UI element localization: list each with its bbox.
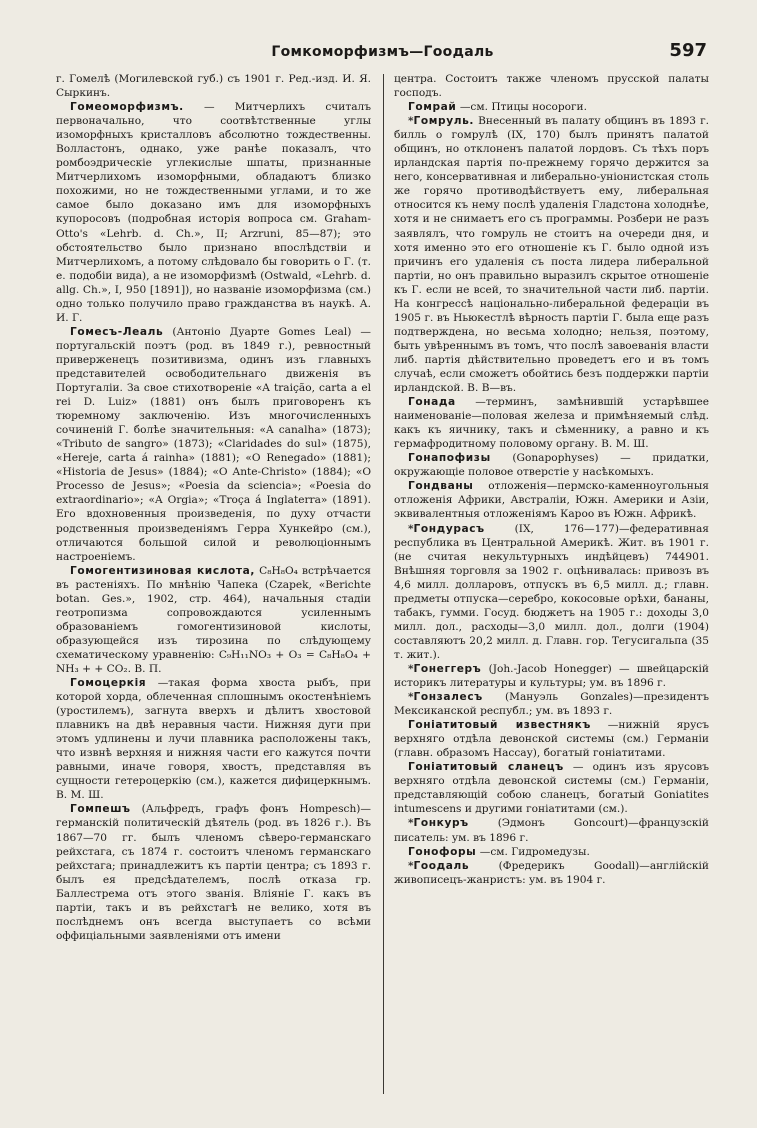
- article-entry: [56, 72, 371, 100]
- page-number: 597: [669, 40, 707, 61]
- entry-text: —см. Птицы носороги.: [459, 101, 587, 114]
- entry-text: (Gonapophyses) — придатки, окружающіе половое отверстіе у насѣкомыхъ.: [393, 452, 709, 479]
- article-entry: [394, 718, 709, 760]
- entry-headword: Гомруль.: [413, 115, 474, 128]
- entry-text: (Joh.-Jacob Honegger) — швейцарскій историкъ литературы и культуры; ум. въ 1896 г.: [393, 662, 709, 690]
- entry-text: —см. Гидромедузы.: [479, 845, 590, 858]
- new-entry-star: *: [407, 115, 414, 128]
- entry-text: (Антоніо Дуарте Gomes Leal) — португальскій поэтъ (род. въ 1849 г.), ревностный приверженецъ позитивизма, одинъ изъ главныхъ представителей освободительнаго движенія въ Португаліи. За свое стихотвореніе «A traição, carta a el rei D. Luiz» (1881) онъ былъ приговоренъ къ тюремному заключенію. Изъ многочисленныхъ сочиненій Г. болѣе значительныя: «A canalha» (1873); «Tributo de sangro» (1873); «Claridades do sul» (1875), «Hereje, carta á rainha» (1881); «O Renegado» (1881); «Historia de Jesus» (1884); «O Ante-Christo» (1884); «O Processo de Jesus»; «Poesia da sciencia»; «Poesia do extraordinario»; «A Orgia»; «Troça á Inglaterra» (1891). Его вдохновенныя произведенія, по духу отчасти родственныя произведеніямъ Герра Хункейро (см.), отличаются большой силой и революціоннымъ настроеніемъ.: [56, 325, 371, 563]
- article-entry: [56, 325, 371, 564]
- entry-text: (Эдмонъ Goncourt)—французскій писатель: ум. въ 1896 г.: [393, 817, 709, 844]
- entry-headword: Гонзалесъ: [413, 691, 483, 704]
- entry-headword: Гомесъ-Леаль: [70, 325, 164, 338]
- entry-headword: Гондваны: [407, 480, 474, 493]
- entry-headword: Гондурасъ: [413, 522, 485, 535]
- entry-text: центра. Состоитъ также членомъ прусской палаты господъ.: [393, 73, 709, 100]
- left-column: [56, 72, 371, 1094]
- entry-headword: Гонкуръ: [413, 817, 469, 830]
- entry-text: C₈H₈O₄ встрѣчается въ растеніяхъ. По мнѣнію Чапека (Czapek, «Berichte botan. Ges.», 1902, стр. 464), начальныя стадіи геотропизма сопровождаются усиленнымъ образованіемъ гомогентизиновой кислоты, образующейся изъ тирозина по слѣдующему схематическому уравненію: C₉H₁₁NO₃ + O₃ = C₈H₈O₄ + NH₃ + + CO₂. В. П.: [56, 564, 371, 675]
- entry-headword: Гомогентизиновая кислота,: [70, 564, 256, 577]
- entry-headword: Гомрай: [407, 101, 457, 114]
- running-head: Гомкоморфизмъ—Гоодаль: [271, 44, 494, 60]
- article-entry: [394, 859, 709, 887]
- article-entry: [394, 395, 709, 451]
- article-entry: [394, 522, 709, 662]
- article-entry: [394, 760, 709, 816]
- column-divider: [383, 74, 384, 1094]
- new-entry-star: *: [407, 817, 414, 830]
- entry-text: —такая форма хвоста рыбъ, при которой хорда, облеченная сплошнымъ окостенѣніемъ (уростилемъ), загнута вверхъ и дѣлитъ хвостовой плавникъ на двѣ неравныя части. Нижняя дуги при этомъ удлинены и лучи плавника расположены такъ, что извнѣ верхняя и нижняя части его кажутся почти равными, иначе говоря, хвостъ, представляя въ сущности гетероцеркію (см.), кажется дифицеркнымъ. В. М. Ш.: [56, 677, 371, 802]
- article-entry: [394, 100, 709, 114]
- entry-headword: Гоніатитовый сланецъ: [407, 761, 564, 774]
- new-entry-star: *: [407, 662, 414, 675]
- entry-text: —нижній ярусъ верхняго отдѣла девонской системы (см.) Германіи (главн. образомъ Нассау), богатый гоніатитами.: [393, 719, 709, 760]
- article-entry: [394, 451, 709, 479]
- entry-headword: Гоніатитовый известнякъ: [407, 719, 591, 732]
- article-entry: [56, 100, 371, 325]
- entry-text: — Митчерлихъ считалъ первоначально, что соотвѣтственные углы изоморфныхъ кристалловъ абсолютно тождественны. Волластонъ, однако, уже ранѣе показалъ, что ромбоэдрическіе углекислые шпаты, признанные Митчерлихомъ изоморфными, обладаютъ близко похожими, но не тождественными углами, и то же самое было доказано имъ для изоморфныхъ купоросовъ (подробная исторія вопроса см. Graham-Otto's «Lehrb. d. Ch.», II; Arzruni, 85—87); это обстоятельство было признано впослѣдствіи и Митчерлихомъ, а потому слѣдовало бы говорить о Г. (т. е. подобіи вида), а не изоморфизмѣ (Ostwald, «Lehrb. d. allg. Ch.», I, 950 [1891]), но названіе изоморфизма (см.) одно только получило право гражданства въ наукѣ. А. И. Г.: [56, 101, 371, 324]
- entry-text: (Мануэль Gonzales)—президентъ Мексиканской республ.; ум. въ 1893 г.: [393, 691, 709, 718]
- entry-text: — одинъ изъ ярусовъ верхняго отдѣла девонской системы (см.) Германіи, представляющій собою сланецъ, богатый Goniatites intumescens и другими гоніатитами (см.).: [393, 761, 709, 816]
- article-entry: [394, 690, 709, 718]
- entry-headword: Гомпешъ: [70, 803, 131, 816]
- article-entry: [394, 662, 709, 690]
- new-entry-star: *: [407, 522, 414, 535]
- right-column: [394, 72, 709, 1094]
- two-column-body: [56, 72, 709, 1094]
- article-entry: [394, 479, 709, 521]
- entry-headword: Гонеггеръ: [413, 662, 482, 675]
- article-entry: [56, 802, 371, 942]
- page-header: [56, 36, 709, 66]
- entry-text: г. Гомелѣ (Могилевской губ.) съ 1901 г. Ред.-изд. И. Я. Сыркинъ.: [56, 73, 371, 100]
- entry-headword: Гонапофизы: [407, 452, 491, 465]
- entry-text: (Фредерикъ Goodall)—англійскій живописецъ-жанристъ: ум. въ 1904 г.: [393, 859, 709, 886]
- entry-headword: Гонада: [407, 396, 456, 409]
- entry-headword: Гомеоморфизмъ.: [70, 101, 184, 114]
- article-entry: [394, 72, 709, 100]
- entry-headword: Гонофоры: [407, 845, 477, 858]
- article-entry: [56, 676, 371, 802]
- entry-text: отложенія—пермско-каменноугольныя отложенія Африки, Австраліи, Южн. Америки и Азіи, эквивалентныя отложеніямъ Кароо въ Южн. Африкѣ.: [393, 480, 709, 521]
- entry-headword: Гоодаль: [413, 859, 470, 872]
- article-entry: [394, 114, 709, 395]
- entry-text: (Альфредъ, графъ фонъ Hompesch)—германскій политическій дѣятель (род. въ 1826 г.). Въ 1867—70 гг. былъ членомъ сѣверо-германскаго рейхстага, съ 1874 г. состоитъ членомъ германскаго рейхстага; принадлежитъ къ партіи центра; съ 1893 г. былъ ея предсѣдателемъ, послѣ отказа гр. Баллестрема отъ этого званія. Вліяніе Г. какъ въ партіи, такъ и въ рейхстагѣ не велико, хотя въ послѣднемъ онъ всегда выступаетъ со всѣми оффиціальными заявленіями отъ имени: [56, 803, 371, 942]
- article-entry: [56, 564, 371, 676]
- entry-text: (IX, 176—177)—федеративная республика въ Центральной Америкѣ. Жит. въ 1901 г. (не считая некультурныхъ индѣйцевъ) 744901. Внѣшняя торговля за 1902 г. оцѣнивалась: привозъ въ 4,6 милл. долларовъ, отпускъ въ 6,5 милл. д.; главн. предметы отпуска—серебро, кокосовые орѣхи, бананы, табакъ, гумми. Госуд. бюджетъ на 1905 г.: доходы 3,0 милл. дол., расходы—3,0 милл. дол., долги (1904) составляютъ 20,2 милл. д. Главн. гор. Тегусигальпа (35 т. жит.).: [393, 522, 709, 661]
- new-entry-star: *: [407, 859, 414, 872]
- article-entry: [394, 845, 709, 859]
- entry-text: —терминъ, замѣнившій устарѣвшее наименованіе—половая железа и примѣняемый слѣд. какъ къ яичнику, такъ и сѣменнику, а равно и къ гермафродитному половому органу. В. М. Ш.: [393, 396, 709, 451]
- new-entry-star: *: [407, 691, 414, 704]
- article-entry: [394, 816, 709, 844]
- entry-text: Внесенный въ палату общинъ въ 1893 г. билль о гомрулѣ (IX, 170) былъ принятъ палатой общинъ, но отклоненъ палатой лордовъ. Съ тѣхъ поръ ирландская партія по-прежнему горячо держится за него, консервативная и либерально-уніонистская столь же горячо противодѣйствуетъ ему, либеральная относится къ нему послѣ удаленія Гладстона холоднѣе, хотя и не снимаетъ его съ программы. Розбери не разъ заявлялъ, что гомруль не стоитъ на очереди дня, и хотя именно это его отношеніе къ Г. было одной изъ причинъ его удаленія съ поста лидера либеральной партіи, но онъ правильно выразилъ скрытое отношеніе къ Г. если не всей, то значительной части либ. партіи. На конгрессѣ національно-либеральной федераціи въ 1905 г. въ Ньюкестлѣ вѣрность партіи Г. была еще разъ подтверждена, но весьма холодно; нельзя, поэтому, быть увѣреннымъ въ томъ, что послѣ завоеванія власти либ. партія дѣйствительно проведетъ его и въ томъ случаѣ, если сможетъ обойтись безъ поддержки партіи ирландской. В. В—въ.: [393, 115, 709, 395]
- entry-headword: Гомоцеркія: [70, 677, 147, 690]
